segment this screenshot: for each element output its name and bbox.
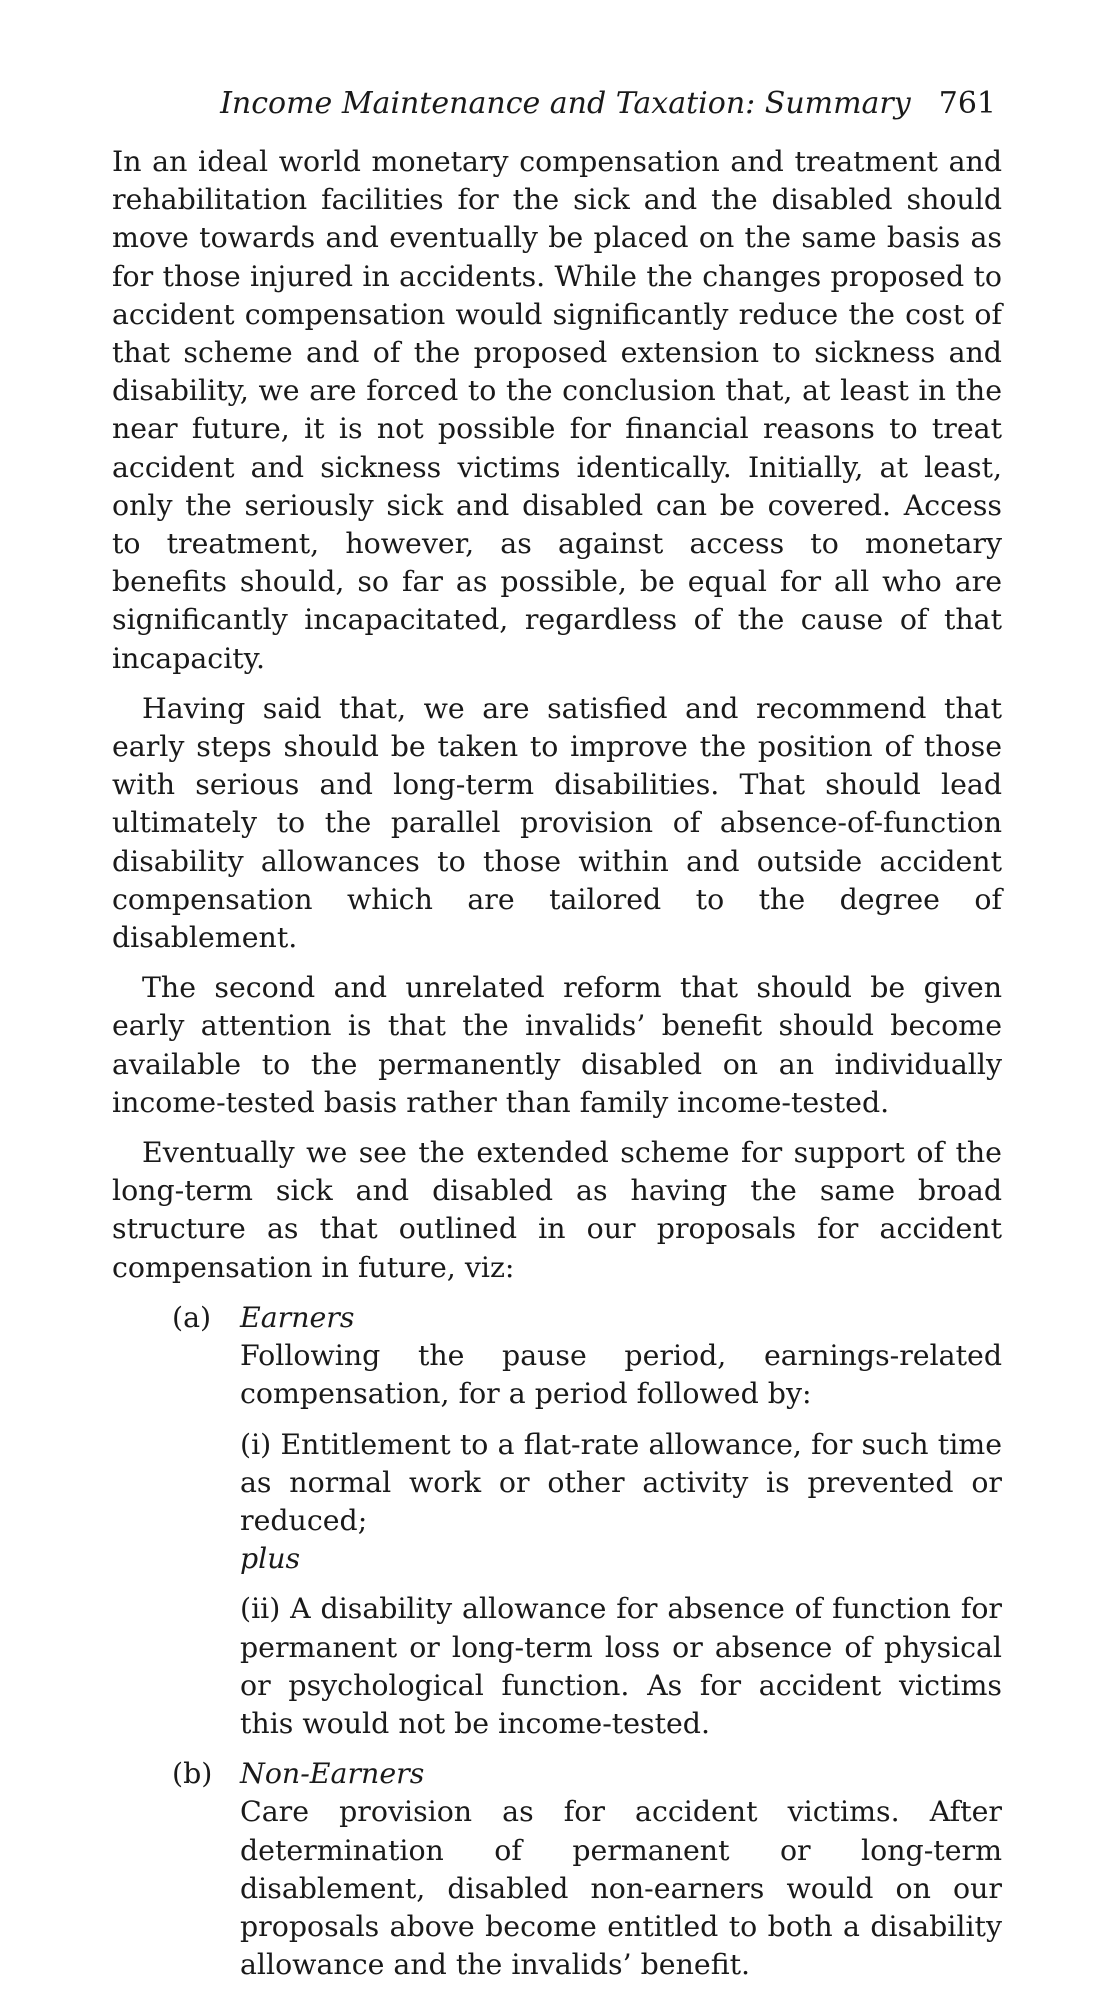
list-text-earners: Following the pause period, earnings-related compensation, for a period followed by: <box>240 1339 1002 1411</box>
list-heading-non-earners: Non-Earners <box>240 1757 425 1791</box>
sub-item-ii: (ii) A disability allowance for absence of function for permanent or long-term loss or absence of physical or psychological function. As for accident victims this would not be income-tested. <box>240 1592 1002 1740</box>
page-number: 761 <box>938 86 996 121</box>
page <box>112 86 1002 1996</box>
list-heading-earners: Earners <box>240 1300 355 1334</box>
running-head <box>112 86 1002 121</box>
plus-connector: plus <box>240 1542 301 1576</box>
running-title: Income Maintenance and Taxation: Summary <box>220 86 911 121</box>
paragraph-1: In an ideal world monetary compensation and treatment and rehabilitation facilities for the sick and the disabled should move towards and eventually be placed on the same basis as for those injured in accidents. While the changes proposed to accident compensation would significantly reduce the cost of that scheme and of the proposed extension to sickness and disability, we are forced to the conclusion that, at least in the near future, it is not possible for financial reasons to treat accident and sickness victims identically. Initially, at least, only the seriously sick and disabled can be covered. Access to treatment, however, as against access to monetary benefits should, so far as possible, be equal for all who are significantly incapacitated, regardless of the cause of that incapacity. <box>112 145 1002 675</box>
sub-item-i: (i) Entitlement to a flat-rate allowance, for such time as normal work or other activity is prevented or reduced; <box>240 1427 1002 1537</box>
list-item-earners <box>172 1299 1002 1743</box>
paragraph-4: Eventually we see the extended scheme for support of the long-term sick and disabled as having the same broad structure as that outlined in our proposals for accident compensation in future, viz: <box>112 1136 1002 1284</box>
list-item-non-earners <box>172 1755 1002 1984</box>
paragraph-2: Having said that, we are satisfied and recommend that early steps should be taken to improve the position of those with serious and long-term disabilities. That should lead ultimately to the parallel provision of absence-of-function disability allowances to those within and outside accident compensation which are tailored to the degree of disablement. <box>112 691 1002 955</box>
proposal-list <box>172 1299 1002 1984</box>
body-text <box>112 143 1002 1984</box>
paragraph-3: The second and unrelated reform that should be given early attention is that the invalids’ benefit should become available to the permanently disabled on an individually income-tested basis rather than family income-tested. <box>112 971 1002 1119</box>
list-text-non-earners: Care provision as for accident victims. After determination of permanent or long-term disablement, disabled non-earners would on our proposals above become entitled to both a disability allowance and the invalids’ benefit. <box>240 1795 1002 1982</box>
list-marker-a: (a) <box>172 1300 212 1334</box>
list-marker-b: (b) <box>172 1757 213 1791</box>
